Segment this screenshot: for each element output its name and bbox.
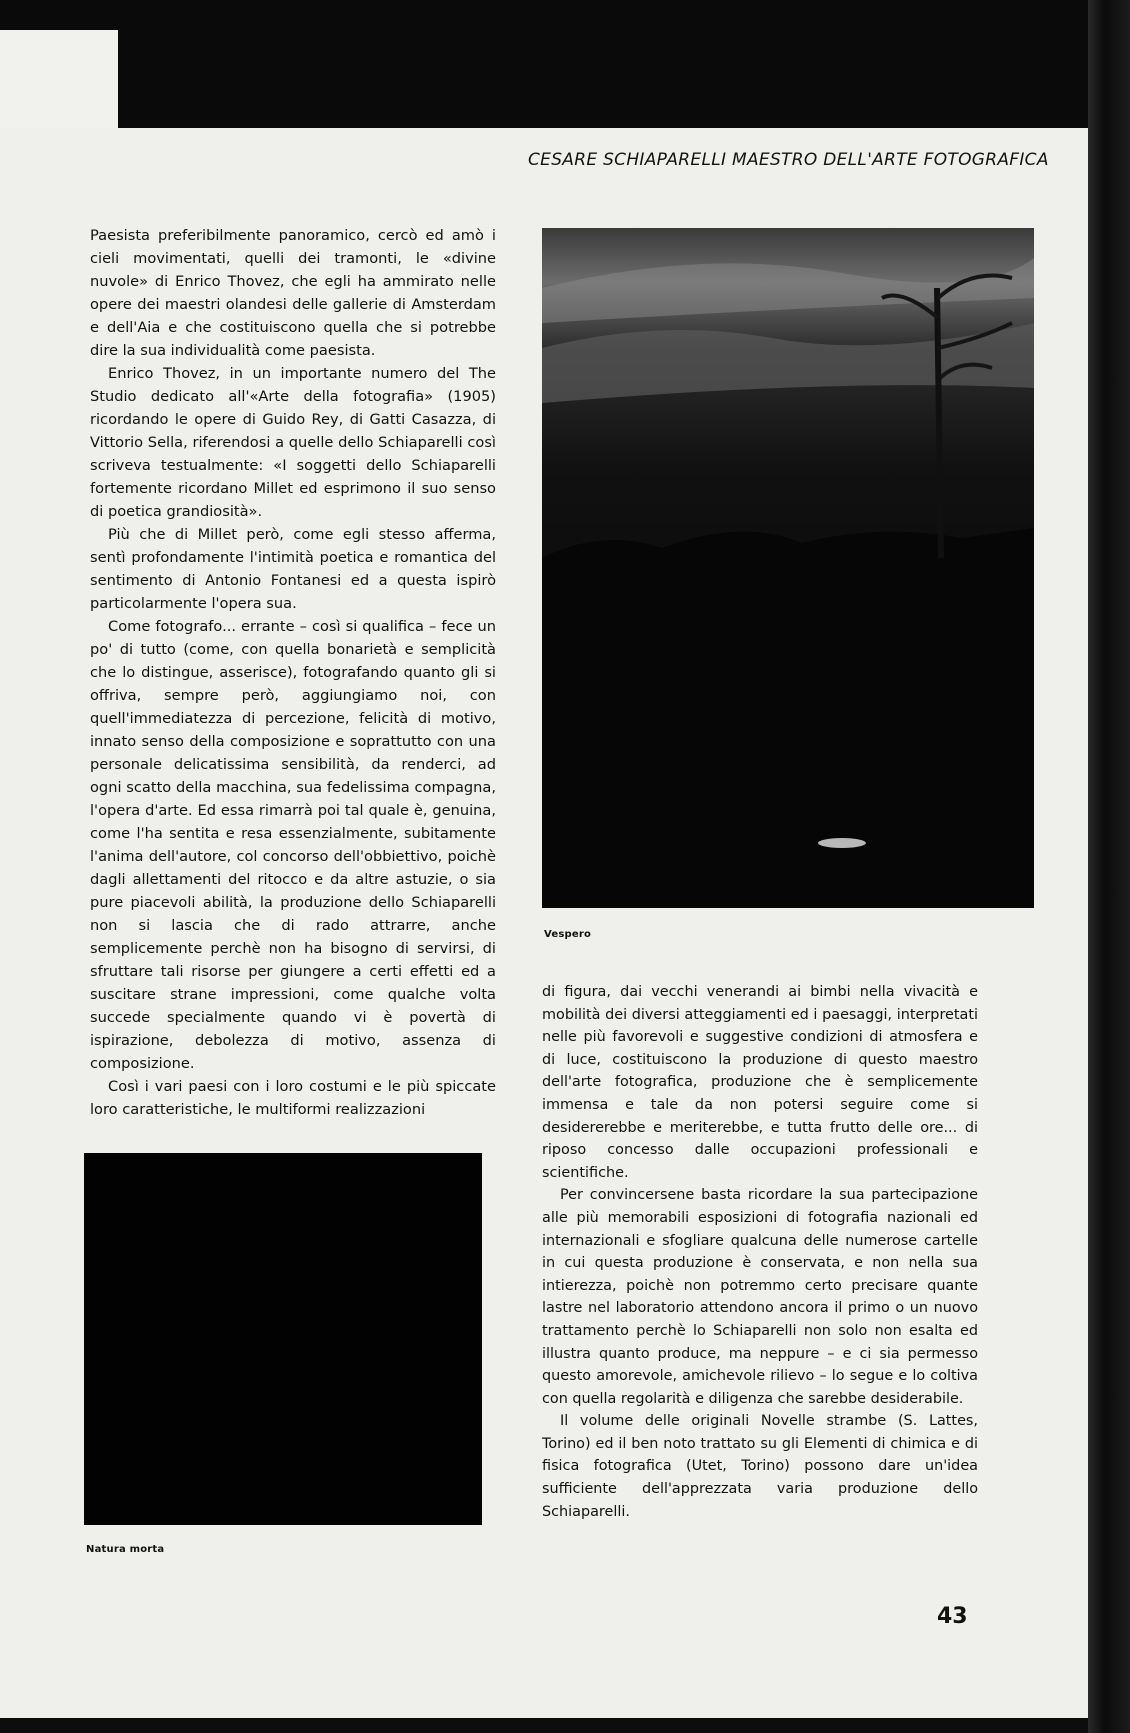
page-number: 43 [937,1604,968,1629]
paragraph: Il volume delle originali Novelle strambe (S. Lattes, Torino) ed il ben noto trattato su gli Elementi di chimica e di fisica fotografica (Utet, Torino) possono dare un'idea sufficiente dell'apprezzata varia produzione dello Schiaparelli. [542,1413,978,1520]
paragraph: Così i vari paesi con i loro costumi e le più spiccate loro caratteristiche, le multiformi realizzazioni [90,1078,496,1118]
right-text-column [542,981,978,1523]
scan-border-right [1088,0,1130,1733]
paragraph: Per convincersene basta ricordare la sua partecipazione alle più memorabili esposizioni di fotografia nazionali ed internazionali e sfogliare qualcuna delle numerose cartelle in cui questa produzione è conservata, e non nella sua intierezza, poichè non potremmo certo precisare quante lastre nel laboratorio attendono ancora il primo o un nuovo trattamento perchè lo Schiaparelli non solo non esalta ed illustra quanto produce, ma neppure – e ci sia permesso questo amorevole, amichevole rilievo – lo segue e lo coltiva con quella regolarità e diligenza che sarebbe desiderabile. [542,1187,978,1407]
scan-paper-edge [0,30,118,140]
natura-morta-caption: Natura morta [86,1544,165,1555]
paragraph: Più che di Millet però, come egli stesso afferma, sentì profondamente l'intimità poetica e romantica del sentimento di Antonio Fontanesi ed a questa ispirò particolarmente l'opera sua. [90,526,496,612]
running-head: CESARE SCHIAPARELLI MAESTRO DELL'ARTE FOTOGRAFICA [528,150,1049,170]
paragraph: Enrico Thovez, in un importante numero del The Studio dedicato all'«Arte della fotografia» (1905) ricordando le opere di Guido Rey, di Gatti Casazza, di Vittorio Sella, riferendosi a quelle dello Schiaparelli così scriveva testualmente: «I soggetti dello Schiaparelli fortemente ricordano Millet ed esprimono il suo senso di poetica grandiosità». [90,365,496,520]
vespro-caption: Vespero [544,929,592,940]
vespro-landscape-illustration [542,228,1034,908]
paragraph: di figura, dai vecchi venerandi ai bimbi nella vivacità e mobilità dei diversi atteggiamenti ed i paesaggi, interpretati nelle più favorevoli e suggestive condizioni di atmosfera e di luce, costituiscono la produzione di questo maestro dell'arte fotografica, produzione che è semplicemente immensa e tale da non potersi seguire come si desidererebbe e meriterebbe, e tutta frutto delle ore... di riposo concesso dalle occupazioni professionali e scientifiche. [542,984,978,1181]
paragraph: Paesista preferibilmente panoramico, cercò ed amò i cieli movimentati, quelli dei tramonti, le «divine nuvole» di Enrico Thovez, che egli ha ammirato nelle opere dei maestri olandesi delle gallerie di Amsterdam e dell'Aia e che costituiscono quella che si potrebbe dire la sua individualità come paesista. [90,227,496,359]
vespro-photograph [542,228,1034,908]
paragraph: Come fotografo... errante – così si qualifica – fece un po' di tutto (come, con quella bonarietà e semplicità che lo distingue, asserisce), fotografando quanto gli si offriva, sempre però, aggiungiamo noi, con quell'immediatezza di percezione, felicità di motivo, innato senso della composizione e soprattutto con una personale delicatissima sensibilità, da renderci, ad ogni scatto della macchina, sua fedelissima compagna, l'opera d'arte. Ed essa rimarrà poi tal quale è, genuina, come l'ha sentita e resa essenzialmente, subitamente l'anima dell'autore, col concorso dell'obbiettivo, poichè dagli allettamenti del ritocco e da altre astuzie, o sia pure piacevoli abilità, la produzione dello Schiaparelli non si lascia che di rado attrarre, anche semplicemente perchè non ha bisogno di servirsi, di sfruttare tali risorse per giungere a certi effetti ed a suscitare strane impressioni, come qualche volta succede specialmente quando vi è povertà di ispirazione, debolezza di motivo, assenza di composizione. [90,618,496,1072]
natura-morta-photograph [84,1153,482,1525]
left-text-column [90,224,496,1121]
